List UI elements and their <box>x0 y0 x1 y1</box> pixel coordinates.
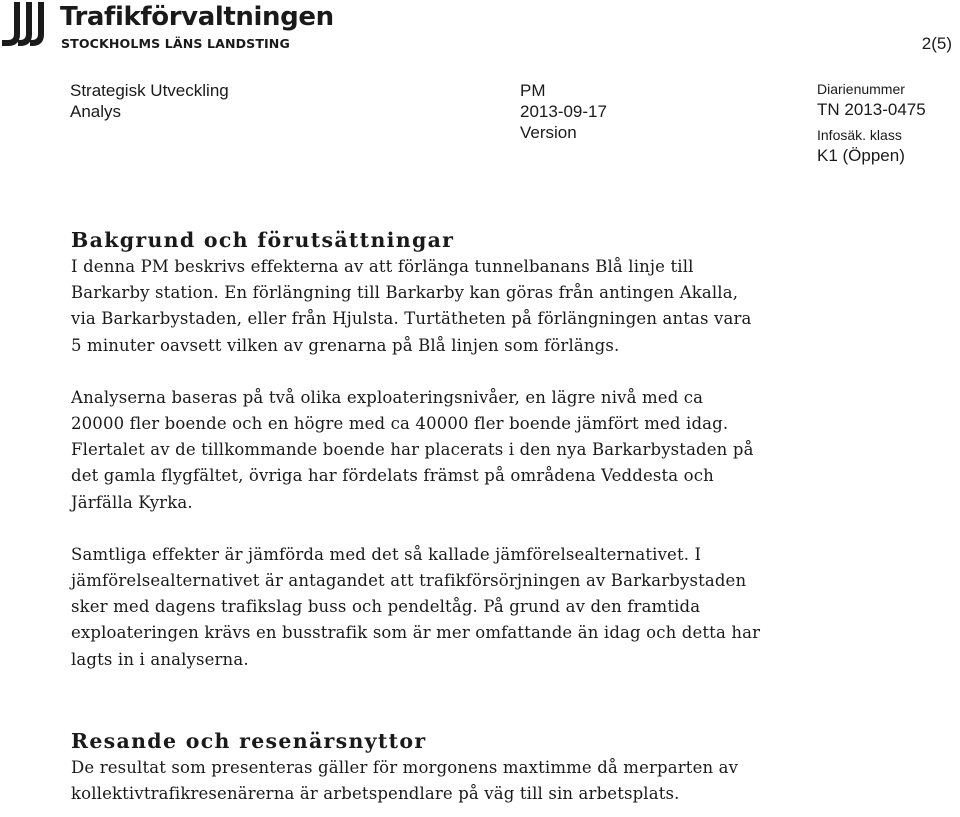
paragraph <box>71 385 861 516</box>
text-line: sker med dagens trafikslag buss och pendeltåg. På grund av den framtida <box>71 597 701 617</box>
text-line: jämförelsealternativet är antagandet att trafikförsörjningen av Barkarbystaden <box>71 571 747 591</box>
logo-subtitle: STOCKHOLMS LÄNS LANDSTING <box>61 36 290 51</box>
trafikforvaltningen-logo-icon <box>0 0 56 54</box>
text-line: Analyserna baseras på två olika exploateringsnivåer, en lägre nivå med ca <box>71 387 704 407</box>
paragraph <box>71 755 861 807</box>
logo-name: Trafikförvaltningen <box>60 2 334 32</box>
unit: Analys <box>70 102 122 121</box>
text-line: De resultat som presenteras gäller för morgonens maxtimme då merparten av <box>71 757 739 777</box>
text-line: kollektivtrafikresenärerna är arbetspendlare på väg till sin arbetsplats. <box>71 784 680 804</box>
paragraph <box>71 542 861 673</box>
text-line: Järfälla Kyrka. <box>71 492 193 512</box>
text-line: lagts in i analyserna. <box>71 649 249 669</box>
text-line: 20000 fler boende och en högre med ca 40000 fler boende jämfört med idag. <box>71 414 729 434</box>
paragraph <box>71 254 861 359</box>
text-line: det gamla flygfältet, övriga har fördelats främst på områdena Veddesta och <box>71 466 714 486</box>
doc-type: PM <box>520 81 546 100</box>
meta-middle <box>520 80 607 143</box>
diarienummer-label: Diarienummer <box>817 81 905 97</box>
text-line: Barkarby station. En förlängning till Barkarby kan göras från antingen Akalla, <box>71 283 739 303</box>
infosak-value: K1 (Öppen) <box>817 146 905 165</box>
page-number: 2(5) <box>921 34 952 53</box>
diarienummer-value: TN 2013-0475 <box>817 100 926 119</box>
version-label: Version <box>520 123 577 142</box>
doc-date: 2013-09-17 <box>520 102 607 121</box>
text-line: 5 minuter oavsett vilken av grenarna på Blå linjen som förlängs. <box>71 335 620 355</box>
text-line: via Barkarbystaden, eller från Hjulsta. Turtätheten på förlängningen antas vara <box>71 309 752 329</box>
meta-right <box>817 80 926 166</box>
text-line: exploateringen krävs en busstrafik som är mer omfattande än idag och detta har <box>71 623 761 643</box>
infosak-label: Infosäk. klass <box>817 127 902 143</box>
text-line: Samtliga effekter är jämförda med det så kallade jämförelsealternativet. I <box>71 544 702 564</box>
text-line: Flertalet av de tillkommande boende har placerats i den nya Barkarbystaden på <box>71 440 754 460</box>
department: Strategisk Utveckling <box>70 81 229 100</box>
meta-left <box>70 80 229 122</box>
section-heading: Resande och resenärsnyttor <box>71 728 427 753</box>
section-heading: Bakgrund och förutsättningar <box>71 228 455 252</box>
logo <box>0 0 334 56</box>
document-body <box>71 226 861 807</box>
text-line: I denna PM beskrivs effekterna av att förlänga tunnelbanans Blå linje till <box>71 257 694 276</box>
